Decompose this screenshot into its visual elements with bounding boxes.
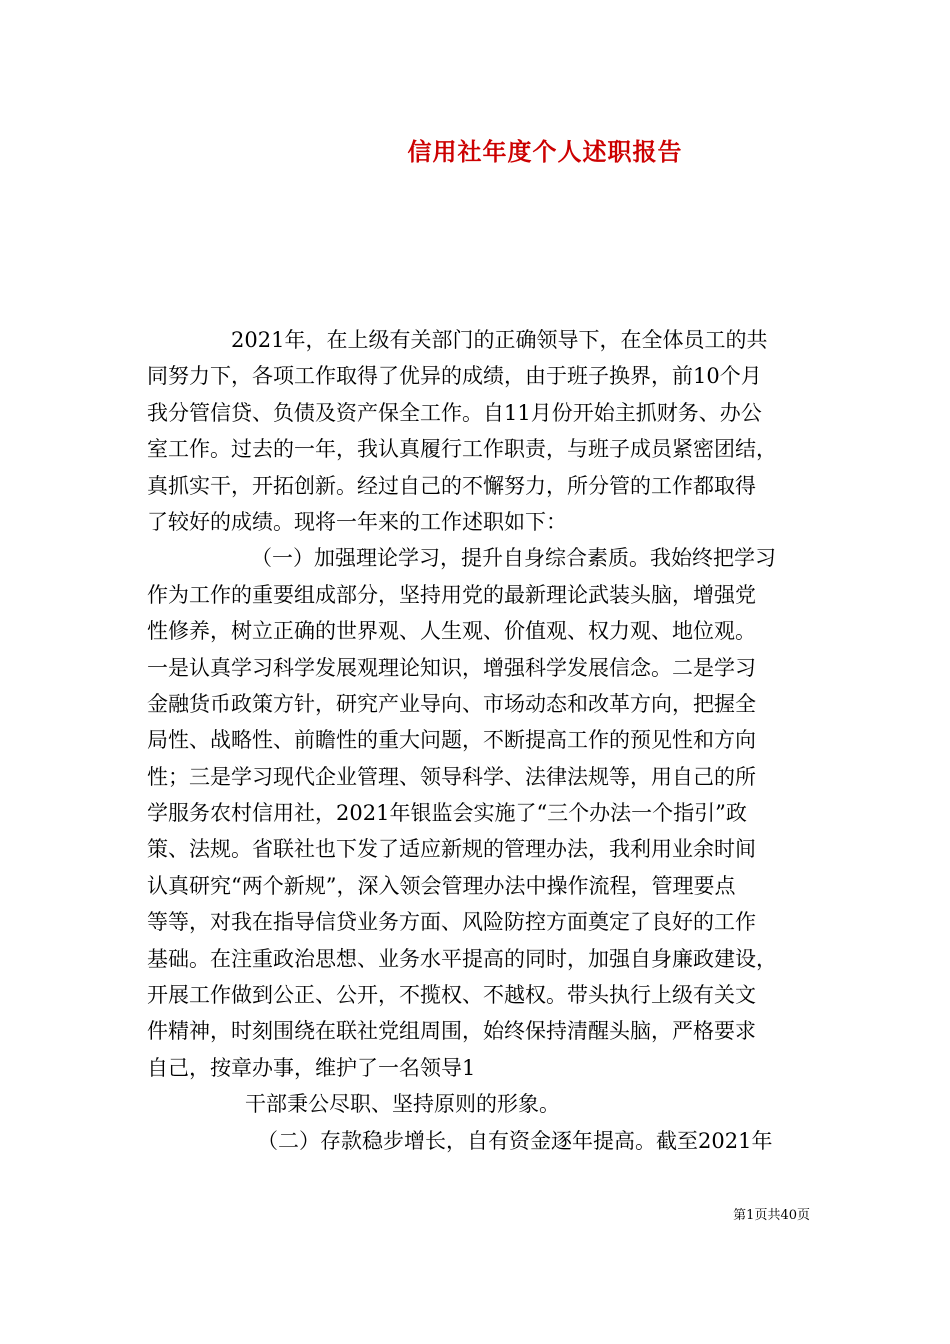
- paragraph-line: 等等，对我在指导信贷业务方面、风险防控方面奠定了良好的工作: [147, 910, 756, 935]
- paragraph-line: 基础。在注重政治思想、业务水平提高的同时，加强自身廉政建设，: [147, 946, 777, 971]
- paragraph-line: 真抓实干，开拓创新。经过自己的不懈努力，所分管的工作都取得: [147, 473, 756, 498]
- paragraph-line: 开展工作做到公正、公开，不揽权、不越权。带头执行上级有关文: [147, 983, 756, 1008]
- paragraph-line: 同努力下，各项工作取得了优异的成绩，由于班子换界，前10个月: [147, 364, 762, 389]
- paragraph-line: 学服务农村信用社，2021年银监会实施了“三个办法一个指引”政: [147, 801, 747, 826]
- document-title: 信用社年度个人述职报告: [407, 137, 683, 166]
- paragraph-line: 我分管信贷、负债及资产保全工作。自11月份开始主抓财务、办公: [147, 400, 762, 425]
- paragraph-line: （二）存款稳步增长，自有资金逐年提高。截至2021年: [257, 1128, 773, 1153]
- paragraph-line: 干部秉公尽职、坚持原则的形象。: [245, 1092, 560, 1117]
- paragraph-line: 局性、战略性、前瞻性的重大问题，不断提高工作的预见性和方向: [147, 728, 756, 753]
- paragraph-line: 一是认真学习科学发展观理论知识，增强科学发展信念。二是学习: [147, 655, 756, 680]
- paragraph-line: 自己，按章办事，维护了一名领导1: [147, 1055, 476, 1080]
- paragraph-line: 作为工作的重要组成部分，坚持用党的最新理论武装头脑，增强党: [147, 582, 756, 607]
- paragraph-line: 金融货币政策方针，研究产业导向、市场动态和改革方向，把握全: [147, 691, 756, 716]
- document-body: [147, 322, 807, 1159]
- paragraph-line: 策、法规。省联社也下发了适应新规的管理办法，我利用业余时间: [147, 837, 756, 862]
- paragraph-line: 认真研究“两个新规”，深入领会管理办法中操作流程，管理要点: [147, 873, 736, 898]
- paragraph-line: 性修养，树立正确的世界观、人生观、价值观、权力观、地位观。: [147, 619, 756, 644]
- paragraph-line: （一）加强理论学习，提升自身综合素质。我始终把学习: [251, 546, 776, 571]
- paragraph-line: 2021年，在上级有关部门的正确领导下，在全体员工的共: [231, 328, 768, 352]
- page-number: 第1页共40页: [733, 1208, 810, 1223]
- paragraph-line: 件精神，时刻围绕在联社党组周围，始终保持清醒头脑，严格要求: [147, 1019, 756, 1044]
- paragraph-line: 了较好的成绩。现将一年来的工作述职如下：: [147, 509, 567, 534]
- paragraph-line: 室工作。过去的一年，我认真履行工作职责，与班子成员紧密团结，: [147, 437, 777, 462]
- paragraph-line: 性；三是学习现代企业管理、领导科学、法律法规等，用自己的所: [147, 764, 756, 789]
